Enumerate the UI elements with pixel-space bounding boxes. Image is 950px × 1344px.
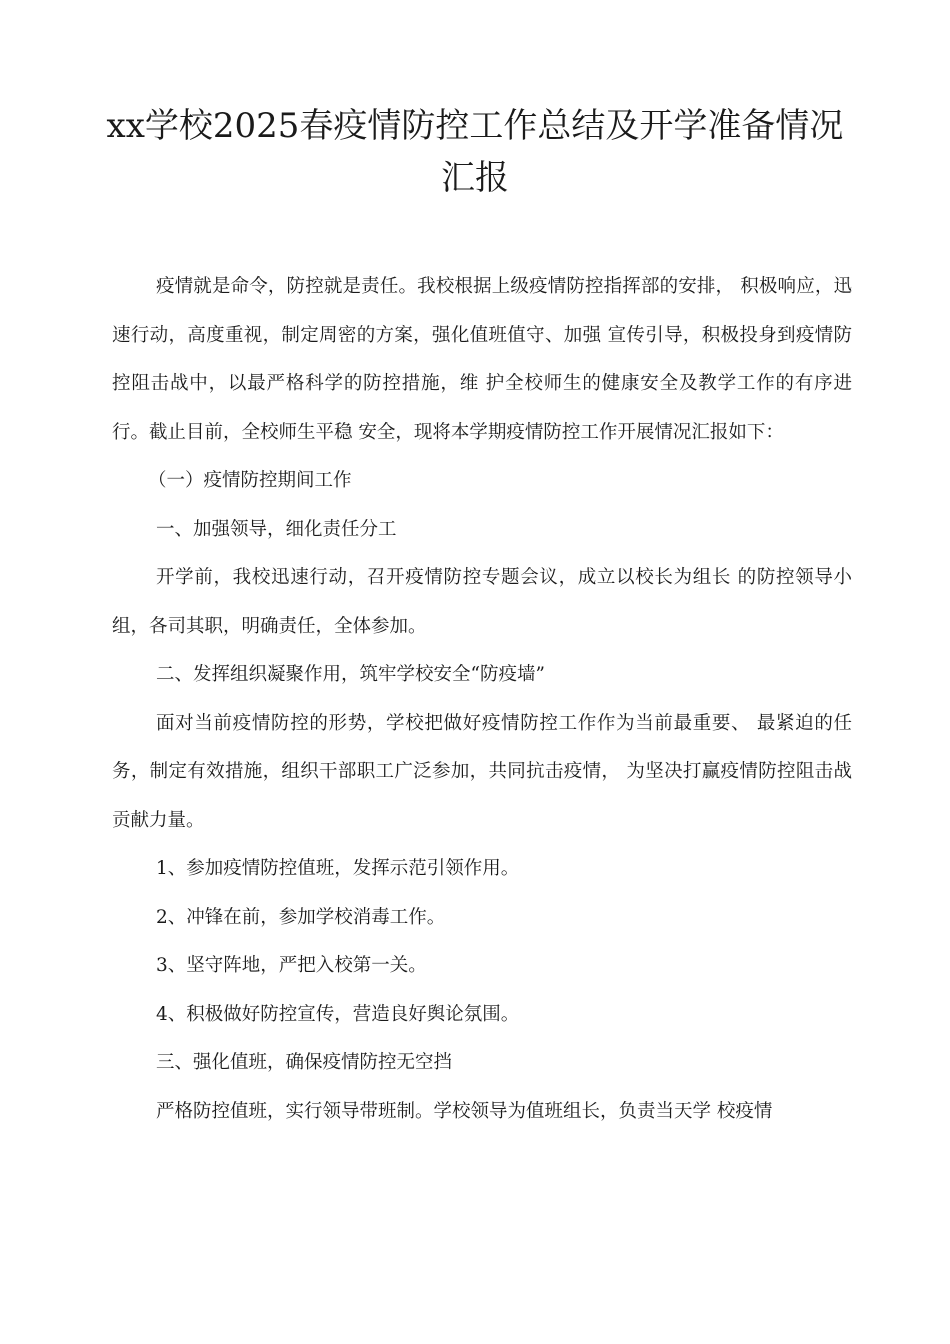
section-heading-1: 一、加强领导，细化责任分工 (156, 518, 397, 540)
document-title (100, 100, 850, 204)
title-line-1: xx学校2025春疫情防控工作总结及开学准备情况 (106, 106, 844, 146)
section-heading-2: 二、发挥组织凝聚作用，筑牢学校安全“防疫墙” (156, 664, 545, 685)
intro-paragraph: 疫情就是命令，防控就是责任。我校根据上级疫情防控指挥部的安排， 积极响应，迅速行动，高度重视，制定周密的方案，强化值班值守、加强 宣传引导，积极投身到疫情防控阻击战中，以最严格科学的防控措施，维 护全校师生的健康安全及教学工作的有序进行。截止目前，全校师生平稳 安全，现将本学期疫情防控工作开展情况汇报如下： (112, 276, 852, 443)
list-item-4: 4、积极做好防控宣传，营造良好舆论氛围。 (156, 1003, 520, 1025)
section-1-paragraph: 开学前，我校迅速行动，召开疫情防控专题会议，成立以校长为组长 的防控领导小组，各司其职，明确责任，全体参加。 (112, 567, 852, 637)
list-item-3: 3、坚守阵地，严把入校第一关。 (156, 955, 427, 976)
title-line-2: 汇报 (441, 158, 509, 198)
section-2-paragraph: 面对当前疫情防控的形势，学校把做好疫情防控工作作为当前最重要、 最紧迫的任务，制定有效措施，组织干部职工广泛参加，共同抗击疫情， 为坚决打赢疫情防控阻击战贡献力量。 (112, 712, 852, 831)
section-heading-part-1: （一）疫情防控期间工作 (148, 470, 352, 491)
document-body (112, 263, 852, 1136)
list-item-1: 1、参加疫情防控值班，发挥示范引领作用。 (156, 858, 520, 879)
section-heading-3: 三、强化值班，确保疫情防控无空挡 (156, 1052, 453, 1073)
section-3-paragraph: 严格防控值班，实行领导带班制。学校领导为值班组长，负责当天学 校疫情 (156, 1100, 773, 1122)
list-item-2: 2、冲锋在前，参加学校消毒工作。 (156, 906, 446, 928)
